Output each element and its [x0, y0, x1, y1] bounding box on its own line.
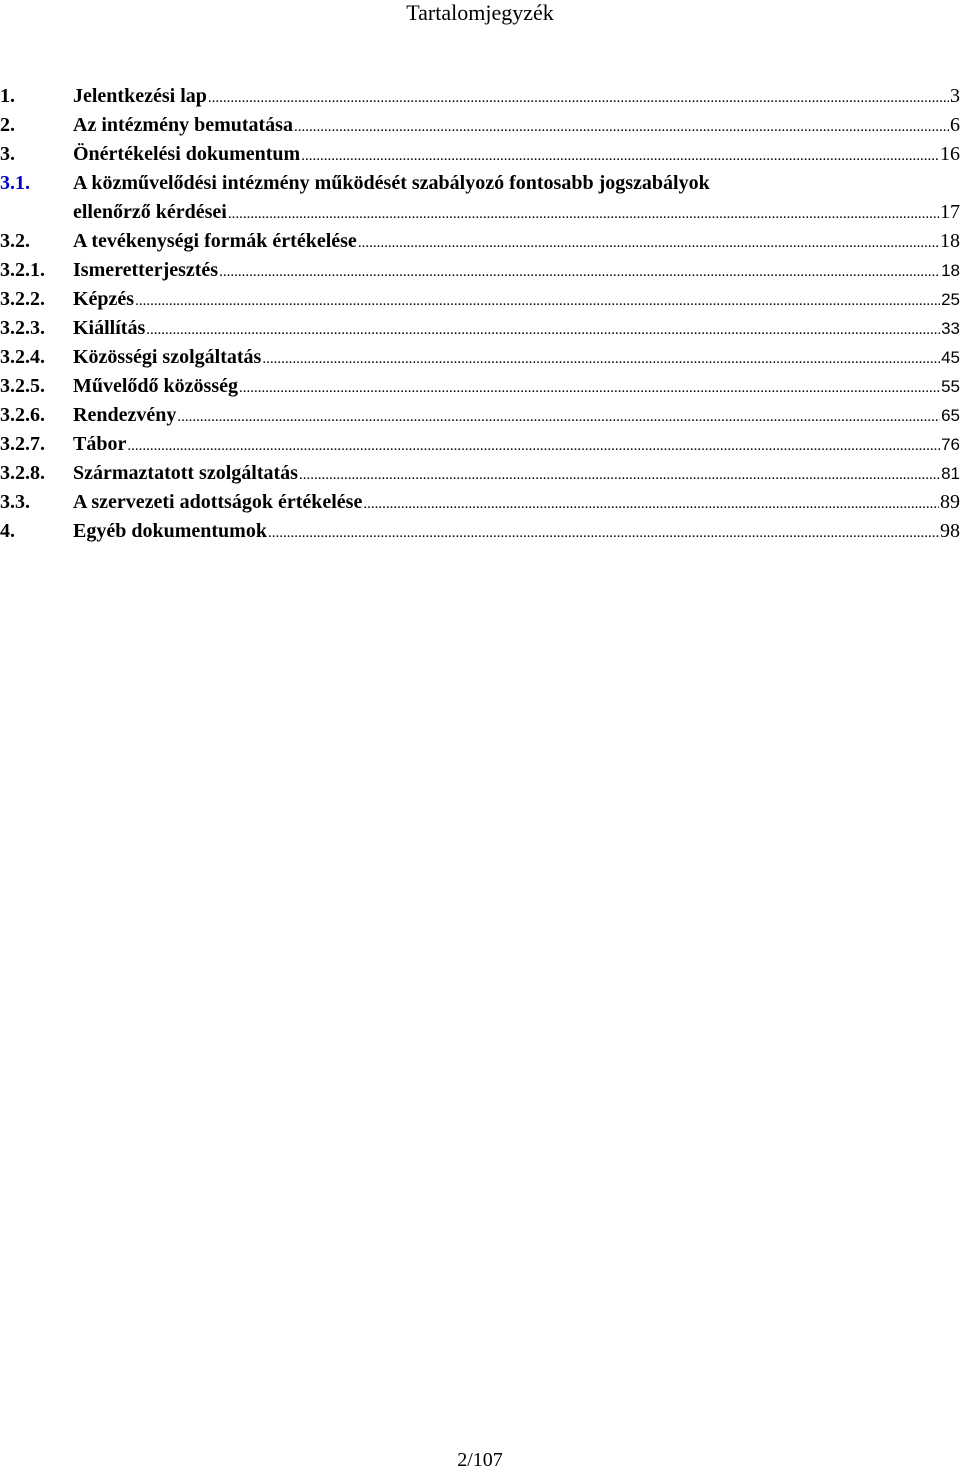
toc-number: 3.2.8. — [0, 462, 45, 484]
toc-page-number: 55 — [941, 377, 960, 396]
toc-page-number: 81 — [941, 464, 960, 483]
dot-leader — [299, 461, 940, 490]
toc-number: 3.2.5. — [0, 375, 45, 397]
toc-number: 3.2.7. — [0, 433, 45, 455]
toc-number: 3.2. — [0, 230, 30, 252]
toc-number: 2. — [0, 114, 15, 136]
toc-entry-3-3[interactable] — [0, 488, 960, 517]
toc-page-number: 16 — [940, 143, 960, 165]
toc-page-number: 18 — [940, 230, 960, 252]
toc-entry-3-2[interactable] — [0, 227, 960, 256]
toc-number: 3.3. — [0, 491, 30, 513]
toc-number: 3.2.2. — [0, 288, 45, 310]
toc-number: 3. — [0, 143, 15, 165]
toc-title: Művelődő közösség — [73, 375, 238, 397]
toc-page-number: 33 — [941, 319, 960, 338]
dot-leader — [363, 490, 939, 519]
toc-entry-3-2-8[interactable] — [0, 459, 960, 488]
toc-number: 1. — [0, 85, 15, 107]
toc-title-line-1: A közművelődési intézmény működését szabályozó fontosabb jogszabályok — [73, 172, 710, 194]
dot-leader — [135, 287, 940, 316]
toc-title: A tevékenységi formák értékelése — [73, 230, 357, 252]
dot-leader — [268, 519, 939, 548]
toc-title: Önértékelési dokumentum — [73, 143, 301, 165]
toc-page-number: 18 — [941, 261, 960, 280]
toc-entry-3-2-6[interactable] — [0, 401, 960, 430]
toc-entry-4[interactable] — [0, 517, 960, 546]
toc-title: Közösségi szolgáltatás — [73, 346, 262, 368]
toc-number: 3.1. — [0, 172, 30, 194]
dot-leader — [239, 374, 940, 403]
toc-page-number: 25 — [941, 290, 960, 309]
toc-entry-3-2-7[interactable] — [0, 430, 960, 459]
toc-title: Az intézmény bemutatása — [73, 114, 293, 136]
page-number-footer: 2/107 — [457, 1449, 503, 1471]
page-title: Tartalomjegyzék — [406, 0, 554, 25]
toc-page-number: 65 — [941, 406, 960, 425]
toc-title: Képzés — [73, 288, 135, 310]
toc-title: Származtatott szolgáltatás — [73, 462, 298, 484]
toc-title: A szervezeti adottságok értékelése — [73, 491, 363, 513]
toc-entry-3-2-1[interactable] — [0, 256, 960, 285]
dot-leader — [294, 113, 949, 142]
dot-leader — [177, 403, 940, 432]
dot-leader — [262, 345, 940, 374]
toc-title: Rendezvény — [73, 404, 177, 426]
dot-leader — [228, 200, 939, 229]
toc-title: Jelentkezési lap — [73, 85, 207, 107]
toc-number: 3.2.1. — [0, 259, 45, 281]
toc-title: Kiállítás — [73, 317, 146, 339]
toc-page-number: 45 — [941, 348, 960, 367]
toc-number: 3.2.6. — [0, 404, 45, 426]
dot-leader — [208, 84, 949, 113]
toc-title: Tábor — [73, 433, 127, 455]
toc-page-number: 98 — [940, 520, 960, 542]
dot-leader — [301, 142, 939, 171]
toc-page-number: 3 — [950, 85, 960, 107]
toc-number: 4. — [0, 520, 15, 542]
toc-entry-3-2-2[interactable] — [0, 285, 960, 314]
toc-entry-1[interactable] — [0, 82, 960, 111]
toc-number: 3.2.3. — [0, 317, 45, 339]
toc-entry-2[interactable] — [0, 111, 960, 140]
toc-title: Egyéb dokumentumok — [73, 520, 267, 542]
toc-entry-3[interactable] — [0, 140, 960, 169]
dot-leader — [146, 316, 940, 345]
toc-page-number: 6 — [950, 114, 960, 136]
table-of-contents — [0, 82, 960, 546]
toc-title: ellenőrző kérdései — [73, 201, 227, 223]
toc-title: Ismeretterjesztés — [73, 259, 219, 281]
toc-entry-3-2-5[interactable] — [0, 372, 960, 401]
toc-entry-3-2-4[interactable] — [0, 343, 960, 372]
toc-entry-3-1[interactable] — [0, 169, 960, 227]
toc-page-number: 76 — [941, 435, 960, 454]
toc-entry-3-2-3[interactable] — [0, 314, 960, 343]
dot-leader — [127, 432, 940, 461]
toc-number: 3.2.4. — [0, 346, 45, 368]
dot-leader — [219, 258, 940, 287]
dot-leader — [358, 229, 939, 258]
toc-page-number: 17 — [940, 201, 960, 223]
toc-page-number: 89 — [940, 491, 960, 513]
